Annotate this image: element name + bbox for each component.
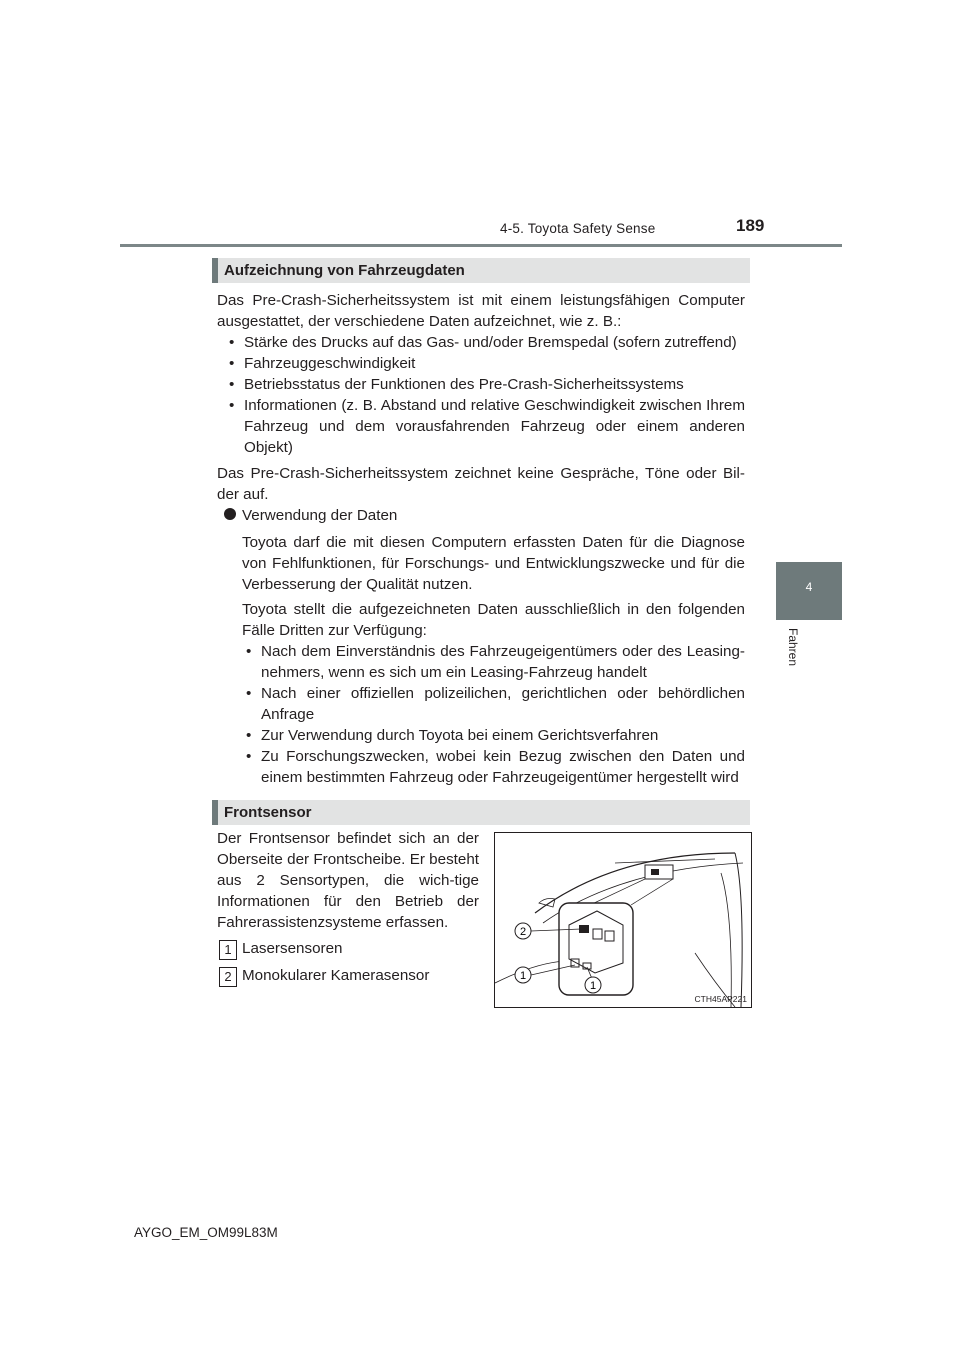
chapter-number: 4 [805, 580, 813, 594]
section-title: Aufzeichnung von Fahrzeugdaten [224, 262, 465, 279]
callout-label: 1 [519, 970, 527, 982]
item-label-laser: Lasersensoren [242, 940, 343, 957]
item-label-camera: Monokularer Kamerasensor [242, 967, 430, 984]
section-heading-data-recording [212, 258, 750, 283]
header-section-title: 4-5. Toyota Safety Sense [500, 221, 656, 236]
item-number-1: 1 [219, 940, 237, 960]
front-sensor-illustration [494, 832, 752, 1008]
windshield-drawing [495, 833, 751, 1007]
usage-paragraph: Toyota darf die mit diesen Computern erfassten Daten für die Diagnose von Fehlfunktionen, für Forschungs- und Entwicklungszwecke und für die Verbesserung der Qualität nutzen. [242, 534, 745, 593]
item-number-2: 2 [219, 967, 237, 987]
intro-paragraph: Das Pre-Crash-Sicherheitssystem ist mit einem leistungsfähigen Computer ausgestattet, der verschiedene Daten aufzeichnet, wie z. B.: [217, 292, 745, 330]
illustration-code: CTH45AP221 [694, 994, 747, 1004]
subheading-usage: Verwendung der Daten [242, 507, 398, 524]
disclosure-paragraph: Toyota stellt die aufgezeichneten Daten ausschließlich in den folgenden Fälle Dritten zur Verfügung: [242, 601, 745, 639]
chapter-label: Fahren [786, 628, 800, 667]
section-accent [212, 258, 218, 283]
section-title: Frontsensor [224, 804, 312, 821]
section-accent [212, 800, 218, 825]
circle-bullet-icon [223, 506, 237, 525]
front-sensor-description: Der Frontsensor befindet sich an der Oberseite der Frontscheibe. Er besteht aus 2 Sensortypen, die wich-tige Informationen für den Betrieb der Fahrerassistenzsysteme erfassen. [217, 830, 479, 931]
callout-label: 1 [589, 980, 597, 992]
note-paragraph: Das Pre-Crash-Sicherheitssystem zeichnet keine Gespräche, Töne oder Bil-der auf. [217, 465, 745, 503]
page-number: 189 [736, 216, 765, 235]
document-code: AYGO_EM_OM99L83M [134, 1225, 278, 1240]
callout-label: 2 [519, 926, 527, 938]
header-rule [120, 244, 842, 247]
section-heading-front-sensor [212, 800, 750, 825]
